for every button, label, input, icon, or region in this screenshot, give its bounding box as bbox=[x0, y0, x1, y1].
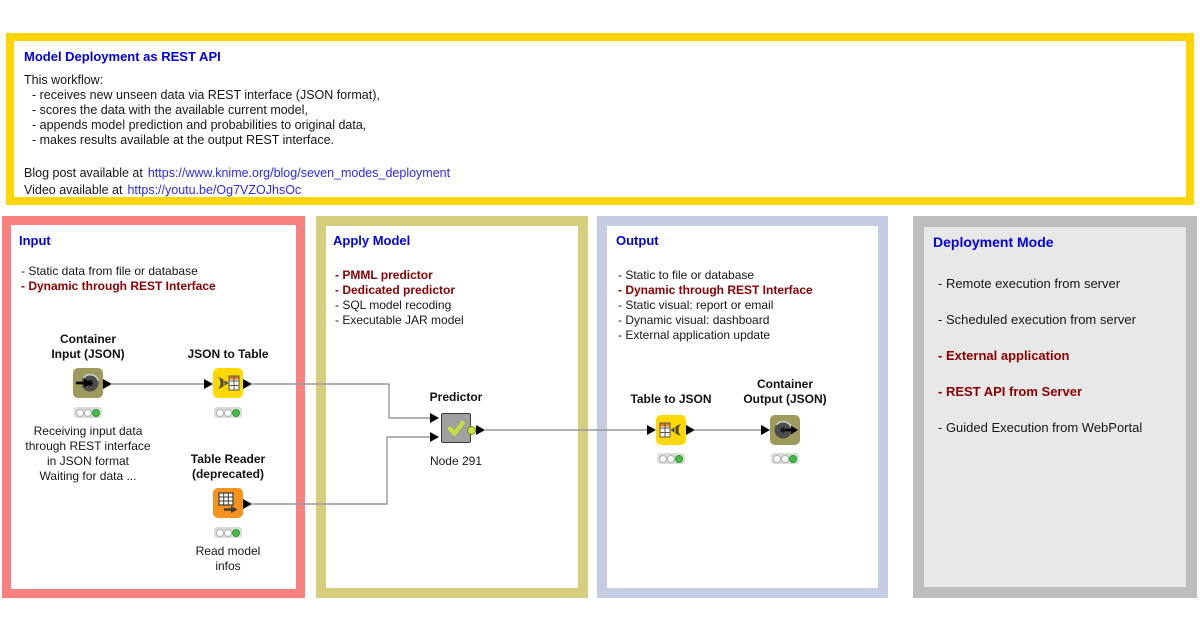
workflow-intro: This workflow: bbox=[24, 73, 104, 87]
annotation-apply-model bbox=[316, 216, 588, 598]
node-label: Table to JSON bbox=[630, 392, 712, 406]
video-label: Video available at bbox=[24, 183, 123, 197]
input-port[interactable] bbox=[761, 425, 770, 435]
annotation-item: - PMML predictor bbox=[335, 268, 433, 282]
blog-label: Blog post available at bbox=[24, 166, 143, 180]
node-label: Container Input (JSON) bbox=[51, 332, 125, 361]
workflow-title: Model Deployment as REST API bbox=[24, 49, 221, 64]
output-port[interactable] bbox=[476, 425, 485, 435]
node-status: Receiving input data through REST interface in JSON format Waiting for data ... bbox=[25, 424, 151, 483]
node-label: Container Output (JSON) bbox=[743, 377, 827, 406]
annotation-header bbox=[6, 33, 1194, 205]
node-table-reader[interactable] bbox=[213, 488, 243, 518]
annotation-item: - Dynamic visual: dashboard bbox=[618, 313, 770, 327]
annotation-item: - Scheduled execution from server bbox=[938, 312, 1136, 327]
input-box-title: Input bbox=[19, 233, 51, 248]
checkmark-icon bbox=[442, 414, 470, 442]
table-reader-icon bbox=[213, 488, 243, 518]
input-port[interactable] bbox=[430, 413, 439, 423]
annotation-item: - Static visual: report or email bbox=[618, 298, 774, 312]
annotation-output bbox=[597, 216, 888, 598]
annotation-item: - Remote execution from server bbox=[938, 276, 1121, 291]
predictor-out-dot bbox=[467, 426, 476, 435]
node-table-to-json[interactable] bbox=[656, 415, 686, 445]
video-link[interactable]: https://youtu.be/Og7VZOJhsOc bbox=[127, 183, 302, 197]
table-to-json-icon bbox=[656, 415, 686, 445]
traffic-light bbox=[771, 453, 799, 464]
annotation-item: - Executable JAR model bbox=[335, 313, 464, 327]
node-sublabel: Node 291 bbox=[429, 454, 483, 468]
node-container-output[interactable] bbox=[770, 415, 800, 445]
traffic-light bbox=[657, 453, 685, 464]
output-port[interactable] bbox=[243, 379, 252, 389]
input-port[interactable] bbox=[430, 432, 439, 442]
container-input-icon bbox=[73, 368, 103, 398]
input-port[interactable] bbox=[204, 379, 213, 389]
annotation-item: - External application bbox=[938, 348, 1070, 363]
annotation-item: - Dedicated predictor bbox=[335, 283, 456, 297]
annotation-item: - External application update bbox=[618, 328, 771, 342]
annotation-item: - Static data from file or database bbox=[21, 264, 198, 278]
node-label: Predictor bbox=[429, 390, 483, 404]
output-port[interactable] bbox=[243, 499, 252, 509]
annotation-deployment-mode bbox=[913, 216, 1197, 598]
annotation-item: - REST API from Server bbox=[938, 384, 1083, 399]
apply-model-box-title: Apply Model bbox=[333, 233, 411, 248]
node-container-input[interactable] bbox=[73, 368, 103, 398]
node-label: JSON to Table bbox=[187, 347, 269, 361]
annotation-item: - Static to file or database bbox=[618, 268, 755, 282]
annotation-item: - SQL model recoding bbox=[335, 298, 452, 312]
workflow-bullet: - appends model prediction and probabilities to original data, bbox=[32, 118, 367, 132]
traffic-light bbox=[214, 527, 242, 538]
node-status: Read model infos bbox=[195, 544, 261, 573]
json-to-table-icon bbox=[213, 368, 243, 398]
annotation-item: - Dynamic through REST Interface bbox=[618, 283, 813, 297]
blog-link[interactable]: https://www.knime.org/blog/seven_modes_deployment bbox=[147, 166, 451, 180]
output-port[interactable] bbox=[103, 379, 112, 389]
deployment-mode-box-title: Deployment Mode bbox=[933, 234, 1054, 250]
output-port[interactable] bbox=[686, 425, 695, 435]
workflow-bullet: - receives new unseen data via REST interface (JSON format), bbox=[32, 88, 380, 102]
annotation-input bbox=[2, 216, 305, 598]
node-label: Table Reader (deprecated) bbox=[190, 452, 266, 481]
output-box-title: Output bbox=[616, 233, 659, 248]
traffic-light bbox=[214, 407, 242, 418]
workflow-bullet: - scores the data with the available current model, bbox=[32, 103, 308, 117]
container-output-icon bbox=[770, 415, 800, 445]
traffic-light bbox=[74, 407, 102, 418]
workflow-bullet: - makes results available at the output REST interface. bbox=[32, 133, 335, 147]
annotation-item: - Dynamic through REST Interface bbox=[21, 279, 216, 293]
node-json-to-table[interactable] bbox=[213, 368, 243, 398]
annotation-item: - Guided Execution from WebPortal bbox=[938, 420, 1143, 435]
input-port[interactable] bbox=[647, 425, 656, 435]
